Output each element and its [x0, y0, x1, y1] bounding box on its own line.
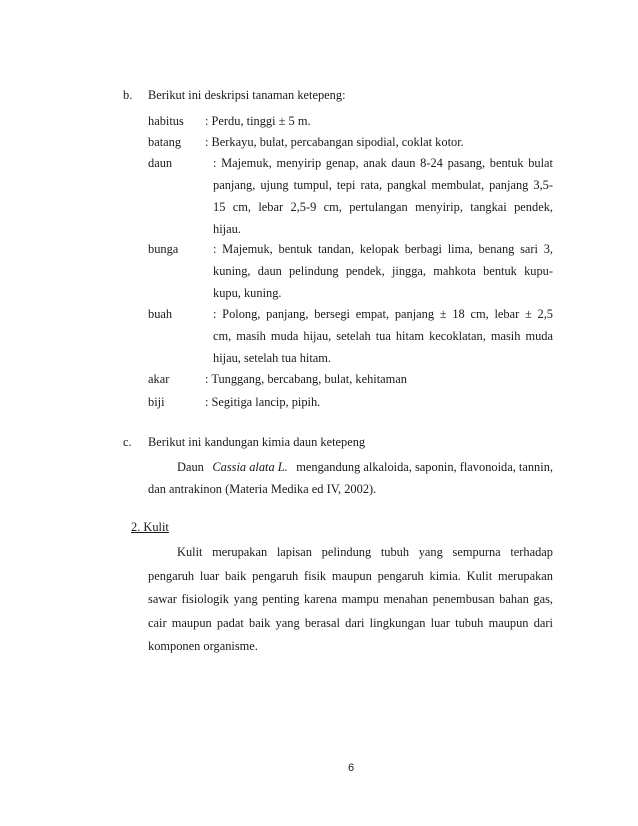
species-name: Cassia alata L. — [212, 460, 288, 474]
value-daun-line-1: : Majemuk, menyirip genap, anak daun 8-24 pasang, bentuk bulat — [213, 156, 553, 170]
kulit-line-5: komponen organisme. — [148, 639, 258, 653]
kulit-line-1: Kulit merupakan lapisan pelindung tubuh yang sempurna terhadap — [177, 545, 553, 559]
label-habitus: habitus — [148, 114, 184, 128]
section-c-word-daun: Daun — [177, 460, 204, 474]
value-bunga-line-2: kuning, daun pelindung pendek, jingga, mahkota bentuk kupu- — [213, 264, 553, 278]
value-daun-line-2: panjang, ujung tumpul, tepi rata, pangkal membulat, panjang 3,5- — [213, 178, 553, 192]
section-b-heading: Berikut ini deskripsi tanaman ketepeng: — [148, 88, 346, 102]
value-daun-line-3: 15 cm, lebar 2,5-9 cm, pertulangan menyirip, tangkai pendek, — [213, 200, 553, 214]
value-buah-line-1: : Polong, panjang, bersegi empat, panjang ± 18 cm, lebar ± 2,5 — [213, 307, 553, 321]
kulit-line-3: sawar fisiologik yang penting karena mampu menahan penembusan bahan gas, — [148, 592, 553, 606]
kulit-line-4: cair maupun padat baik yang berasal dari lingkungan luar tubuh maupun dari — [148, 616, 553, 630]
label-biji: biji — [148, 395, 165, 409]
label-daun: daun — [148, 156, 173, 170]
value-akar: : Tunggang, bercabang, bulat, kehitaman — [205, 372, 407, 386]
value-batang: : Berkayu, bulat, percabangan sipodial, coklat kotor. — [205, 135, 464, 149]
label-bunga: bunga — [148, 242, 179, 256]
value-daun-line-4: hijau. — [213, 222, 241, 236]
section-c-paragraph-line-2: dan antrakinon (Materia Medika ed IV, 2002). — [148, 482, 377, 496]
section-c-line-1-rest: mengandung alkaloida, saponin, flavonoida, tannin, — [296, 460, 553, 474]
label-batang: batang — [148, 135, 182, 149]
kulit-line-2: pengaruh luar baik pengaruh fisik maupun pengaruh kimia. Kulit merupakan — [148, 569, 553, 583]
value-bunga-line-1: : Majemuk, bentuk tandan, kelopak berbagi lima, benang sari 3, — [213, 242, 553, 256]
label-buah: buah — [148, 307, 173, 321]
section-2-heading: 2. Kulit — [131, 520, 169, 534]
section-c-marker: c. — [123, 435, 132, 449]
value-buah-line-3: hijau, setelah tua hitam. — [213, 351, 332, 365]
value-buah-line-2: cm, masih muda hijau, setelah tua hitam kecoklatan, masih muda — [213, 329, 553, 343]
label-akar: akar — [148, 372, 170, 386]
section-c-paragraph-line-1 — [177, 460, 553, 475]
value-biji: : Segitiga lancip, pipih. — [205, 395, 321, 409]
page-number: 6 — [348, 762, 355, 774]
value-habitus: : Perdu, tinggi ± 5 m. — [205, 114, 311, 128]
section-c-heading: Berikut ini kandungan kimia daun ketepeng — [148, 435, 366, 449]
value-bunga-line-3: kupu, kuning. — [213, 286, 282, 300]
section-b-marker: b. — [123, 88, 133, 102]
